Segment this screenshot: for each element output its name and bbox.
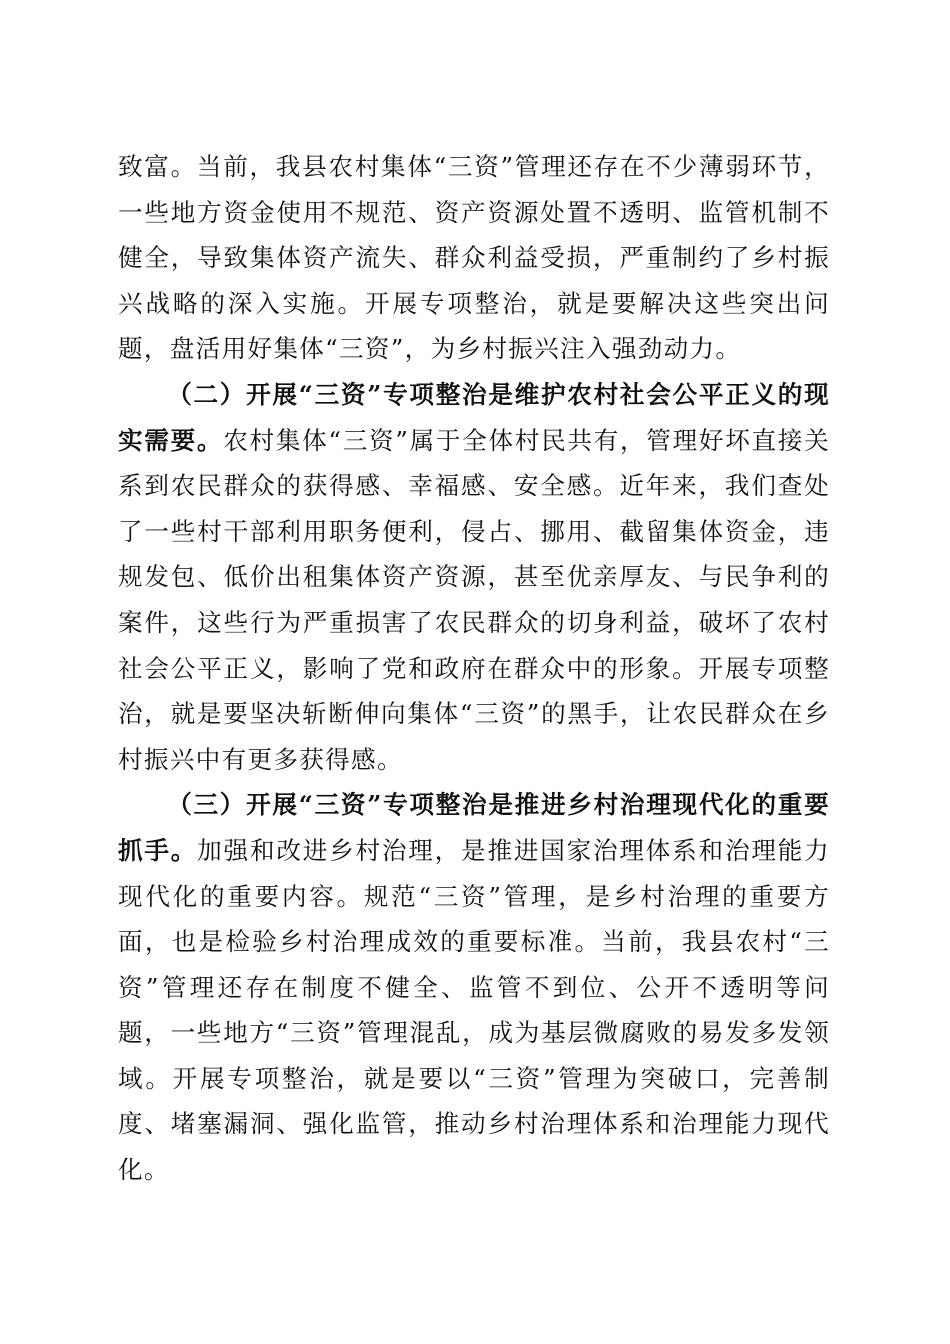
section-heading-3: （三）开展“三资”专项整治是推进乡村治理现代化的重要抓手。 <box>118 790 830 865</box>
paragraph-text: 致富。当前，我县农村集体“三资”管理还存在不少薄弱环节，一些地方资金使用不规范、资产资源处置不透明、监管机制不健全，导致集体资产流失、群众利益受损，严重制约了乡村振兴战略的深入实施。开展专项整治，就是要解决这些突出问题，盘活用好集体“三资”，为乡村振兴注入强劲动力。 <box>118 152 830 364</box>
paragraph-section-3 <box>118 782 830 1192</box>
document-page <box>118 144 830 1193</box>
section-heading-2: （二）开展“三资”专项整治是维护农村社会公平正义的现实需要。 <box>118 379 830 455</box>
paragraph-text: 农村集体“三资”属于全体村民共有，管理好坏直接关系到农民群众的获得感、幸福感、安全感。近年来，我们查处了一些村干部利用职务便利，侵占、挪用、截留集体资金，违规发包、低价出租集体资产资源，甚至优亲厚友、与民争利的案件，这些行为严重损害了农民群众的切身利益，破坏了农村社会公平正义，影响了党和政府在群众中的形象。开展专项整治，就是要坚决斩断伸向集体“三资”的黑手，让农民群众在乡村振兴中有更多获得感。 <box>118 425 830 774</box>
paragraph-continuation <box>118 144 830 372</box>
paragraph-text: 加强和改进乡村治理，是推进国家治理体系和治理能力现代化的重要内容。规范“三资”管理，是乡村治理的重要方面，也是检验乡村治理成效的重要标准。当前，我县农村“三资”管理还存在制度不健全、监管不到位、公开不透明等问题，一些地方“三资”管理混乱，成为基层微腐败的易发多发领域。开展专项整治，就是要以“三资”管理为突破口，完善制度、堵塞漏洞、强化监管，推动乡村治理体系和治理能力现代化。 <box>118 835 830 1185</box>
paragraph-section-2 <box>118 372 830 782</box>
